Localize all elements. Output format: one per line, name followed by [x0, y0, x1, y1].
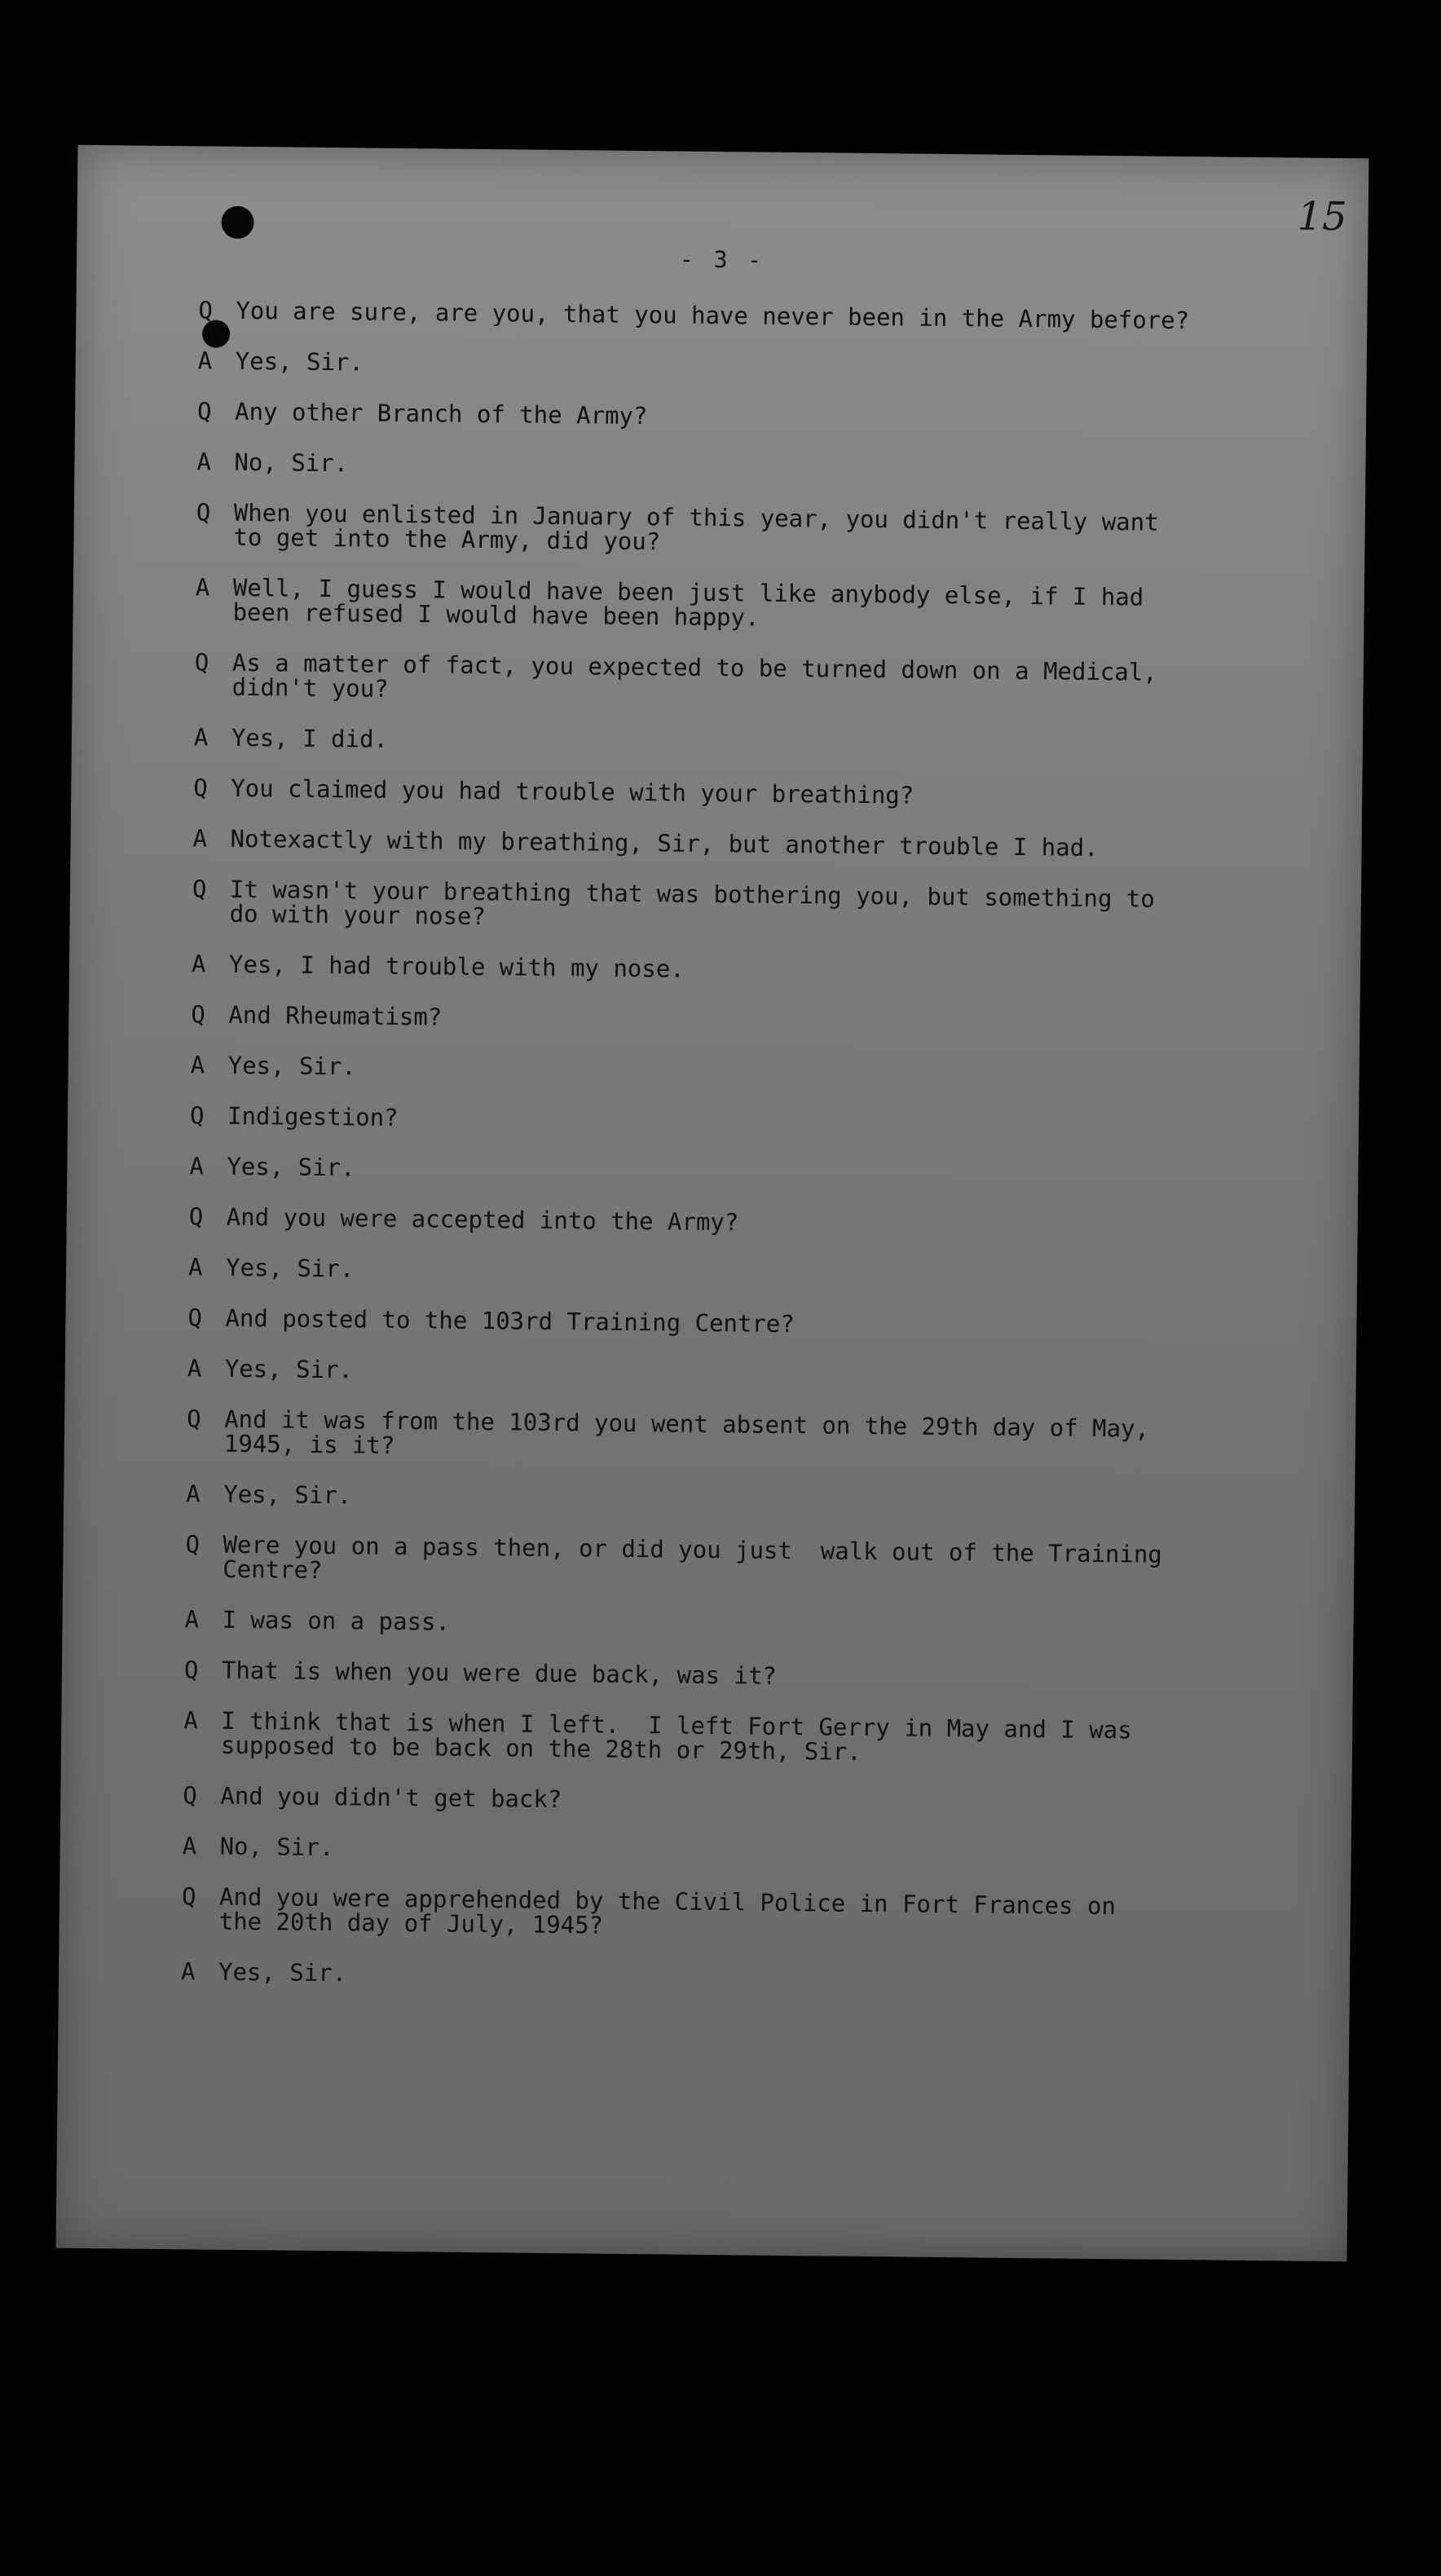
entry-text: Yes, Sir.	[223, 1480, 352, 1510]
answer-entry	[194, 725, 1351, 761]
answer-entry	[186, 1481, 1343, 1518]
speaker-label: A	[190, 1051, 205, 1079]
speaker-label: A	[192, 824, 208, 853]
entry-text: You are sure, are you, that you have never been in the Army before?	[236, 296, 1190, 335]
speaker-label: Q	[189, 1101, 205, 1130]
question-entry	[187, 1305, 1345, 1342]
entry-text: No, Sir.	[234, 448, 349, 478]
question-entry	[190, 1103, 1347, 1140]
speaker-label: Q	[191, 1000, 206, 1029]
question-entry	[196, 500, 1354, 561]
speaker-label: Q	[183, 1781, 198, 1810]
speaker-label: Q	[187, 1405, 201, 1433]
entry-text: And Rheumatism?	[228, 1000, 443, 1031]
question-entry	[197, 399, 1355, 435]
speaker-label: A	[189, 1152, 205, 1180]
entry-text: As a matter of fact, you expected to be turned down on a Medical, didn't you?	[231, 648, 1157, 703]
entry-text: I was on a pass.	[222, 1605, 451, 1636]
entry-text: Notexactly with my breathing, Sir, but another trouble I had.	[230, 824, 1099, 862]
entry-text: And it was from the 103rd you went absent on the 29th day of May, 1945, is it?	[223, 1405, 1150, 1459]
entry-text: Yes, Sir.	[227, 1051, 357, 1081]
entry-text: No, Sir.	[219, 1832, 334, 1862]
entry-text: Yes, Sir.	[224, 1354, 354, 1384]
speaker-label: A	[180, 1957, 196, 1986]
speaker-label: Q	[194, 648, 209, 677]
answer-entry	[195, 575, 1353, 636]
speaker-label: A	[197, 346, 213, 375]
question-entry	[191, 1002, 1348, 1039]
entry-text: Were you on a pass then, or did you just walk out of the Training Centre?	[223, 1530, 1163, 1585]
question-entry	[187, 1406, 1345, 1467]
speaker-label: Q	[193, 774, 208, 802]
answer-entry	[188, 1255, 1346, 1291]
answer-entry	[198, 348, 1355, 385]
speaker-label: A	[182, 1832, 197, 1860]
question-entry	[194, 650, 1352, 711]
question-entry	[198, 298, 1355, 334]
answer-entry	[187, 1356, 1345, 1392]
question-entry	[192, 876, 1351, 937]
speaker-label: A	[193, 723, 209, 752]
speaker-label: A	[187, 1354, 202, 1383]
answer-entry	[191, 1052, 1348, 1089]
entry-text: Indigestion?	[227, 1101, 399, 1131]
question-entry	[182, 1884, 1340, 1945]
speaker-label: A	[187, 1253, 203, 1281]
entry-text: And you didn't get back?	[220, 1781, 562, 1814]
entry-text: You claimed you had trouble with your breathing?	[231, 774, 914, 809]
entry-text: When you enlisted in January of this year, you didn't really want to get into the Army, did you?	[233, 498, 1159, 556]
entry-text: Yes, I had trouble with my nose.	[228, 950, 685, 983]
question-entry	[193, 775, 1351, 812]
speaker-label: A	[196, 448, 212, 476]
speaker-label: Q	[183, 1656, 199, 1684]
speaker-label: A	[195, 573, 210, 602]
speaker-label: Q	[196, 498, 211, 527]
speaker-label: Q	[187, 1303, 203, 1332]
answer-entry	[183, 1833, 1340, 1870]
speaker-label: Q	[196, 397, 212, 426]
answer-entry	[192, 826, 1350, 862]
page-number: - 3 -	[679, 245, 765, 274]
speaker-label: Q	[181, 1882, 196, 1911]
entry-text: Yes, Sir.	[218, 1957, 347, 1987]
speaker-label: A	[191, 950, 206, 978]
entry-text: Well, I guess I would have been just like anybody else, if I had been refused I would have been happy.	[232, 573, 1144, 632]
answer-entry	[189, 1153, 1346, 1190]
transcript	[181, 298, 1356, 1996]
entry-text: That is when you were due back, was it?	[221, 1656, 778, 1690]
answer-entry	[196, 449, 1354, 486]
punch-hole-top	[221, 206, 253, 239]
question-entry	[184, 1657, 1342, 1694]
speaker-label: Q	[185, 1530, 201, 1559]
entry-text: Yes, I did.	[231, 723, 389, 753]
speaker-label: Q	[198, 296, 214, 324]
document-page	[56, 145, 1369, 2261]
entry-text: It wasn't your breathing that was bothering you, but something to do with your nose?	[229, 875, 1155, 931]
speaker-label: A	[186, 1480, 201, 1508]
answer-entry	[183, 1708, 1342, 1769]
answer-entry	[184, 1607, 1342, 1643]
entry-text: I think that is when I left. I left Fort Gerry in May and I was supposed to be back on the 28th or 29th, Sir.	[220, 1706, 1132, 1766]
entry-text: Yes, Sir.	[227, 1152, 355, 1182]
folio-number: 15	[1297, 193, 1348, 240]
entry-text: Yes, Sir.	[225, 1253, 355, 1283]
entry-text: And you were apprehended by the Civil Police in Fort Frances on the 20th day of July, 1945?	[218, 1882, 1117, 1939]
entry-text: And you were accepted into the Army?	[226, 1202, 739, 1237]
speaker-label: A	[184, 1605, 200, 1634]
entry-text: And posted to the 103rd Training Centre?	[225, 1303, 795, 1339]
question-entry	[185, 1532, 1343, 1593]
answer-entry	[192, 951, 1349, 988]
answer-entry	[181, 1959, 1338, 1996]
question-entry	[183, 1783, 1340, 1820]
entry-text: Yes, Sir.	[235, 346, 364, 377]
speaker-label: A	[183, 1706, 198, 1735]
question-entry	[189, 1204, 1346, 1241]
speaker-label: Q	[192, 875, 207, 903]
speaker-label: Q	[188, 1202, 204, 1231]
entry-text: Any other Branch of the Army?	[234, 397, 648, 430]
